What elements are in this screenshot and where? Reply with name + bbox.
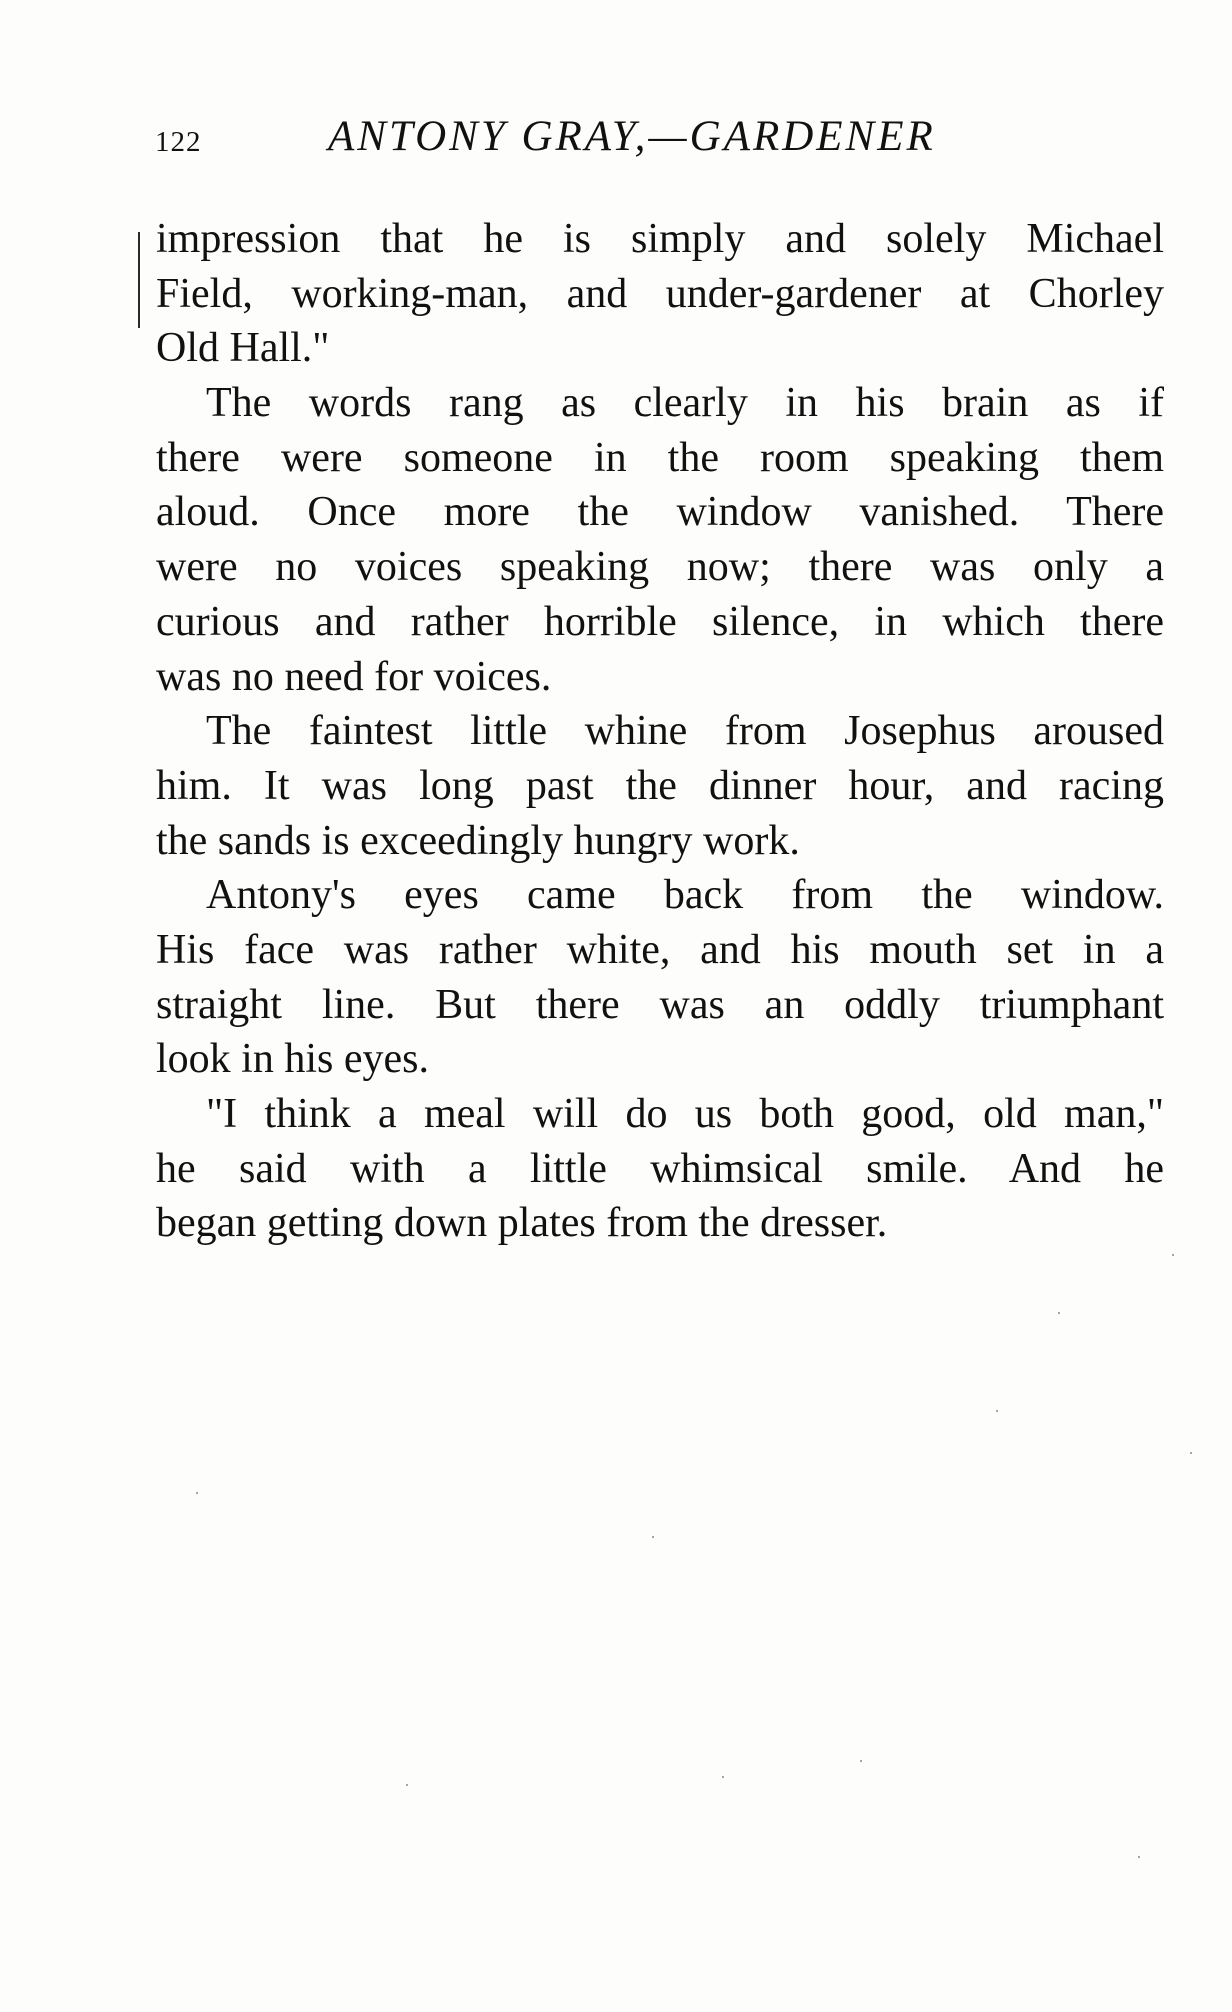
text-line: Field, working-man, and under-gardener at Chorley: [156, 270, 1164, 317]
paper-speck: [1190, 1452, 1192, 1454]
text-line: The faintest little whine from Josephus aroused: [206, 708, 1164, 755]
text-line: curious and rather horrible silence, in which there: [156, 598, 1164, 645]
paper-speck: [860, 1760, 862, 1762]
text-line: were no voices speaking now; there was only a: [156, 544, 1164, 591]
text-line: aloud. Once more the window vanished. There: [156, 489, 1164, 536]
running-title: ANTONY GRAY,—GARDENER: [328, 113, 936, 160]
text-line: look in his eyes.: [156, 1036, 429, 1083]
page-number: 122: [155, 126, 202, 158]
text-line: there were someone in the room speaking them: [156, 434, 1164, 481]
paper-speck: [1172, 1254, 1174, 1256]
paper-speck: [196, 1492, 198, 1494]
text-line: His face was rather white, and his mouth set in a: [156, 926, 1164, 973]
text-line: "I think a meal will do us both good, old man,": [206, 1091, 1164, 1137]
text-line: impression that he is simply and solely Michael: [156, 216, 1164, 262]
text-line: Old Hall.": [156, 325, 330, 372]
paper-speck: [1058, 1312, 1060, 1314]
running-head: [152, 108, 982, 168]
text-line: began getting down plates from the dresser.: [156, 1200, 888, 1247]
paper-speck: [722, 1776, 724, 1778]
paper-speck: [406, 1784, 408, 1786]
text-line: The words rang as clearly in his brain as if: [206, 380, 1164, 427]
text-line: was no need for voices.: [156, 653, 552, 700]
paper-speck: [996, 1410, 998, 1412]
text-line: the sands is exceedingly hungry work.: [156, 817, 800, 864]
text-line: straight line. But there was an oddly triumphant: [156, 981, 1164, 1028]
paper-speck: [1138, 1856, 1140, 1858]
text-line: he said with a little whimsical smile. And he: [156, 1145, 1164, 1192]
text-line: Antony's eyes came back from the window.: [206, 872, 1164, 919]
text-line: him. It was long past the dinner hour, and racing: [156, 762, 1164, 809]
paper-speck: [652, 1536, 654, 1538]
margin-mark: [138, 232, 140, 328]
body-text: [156, 212, 1164, 1251]
